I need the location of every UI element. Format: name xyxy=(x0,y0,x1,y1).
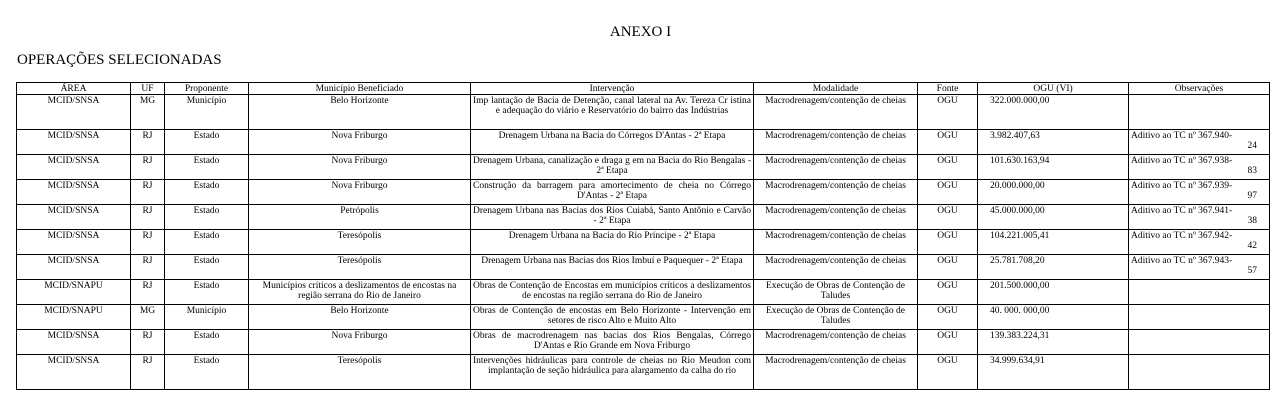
cell-ogu: 139.383.224,31 xyxy=(978,330,1129,355)
cell-intervencao: Drenagem Urbana na Bacia do Córregos D'Antas - 2ª Etapa xyxy=(471,130,754,155)
cell-fonte: OGU xyxy=(918,155,978,180)
table-row xyxy=(17,130,1270,155)
observacao-continuation: 38 xyxy=(1247,216,1257,226)
cell-uf: MG xyxy=(131,95,165,130)
table-row xyxy=(17,155,1270,180)
cell-intervencao: Drenagem Urbana, canalização e draga g em na Bacia do Rio Bengalas - 2ª Etapa xyxy=(471,155,754,180)
cell-proponente: Estado xyxy=(165,205,249,230)
cell-intervencao: Obras de Contenção de encostas em Belo Horizonte - Intervenção em setores de risco Alto e Muito Alto xyxy=(471,305,754,330)
column-header-area: ÁREA xyxy=(17,83,131,95)
cell-modalidade: Macrodrenagem/contenção de cheias xyxy=(754,355,918,390)
cell-ogu: 34.999.634,91 xyxy=(978,355,1129,390)
table-row xyxy=(17,180,1270,205)
table-row xyxy=(17,280,1270,305)
table-header-row xyxy=(17,83,1270,95)
cell-proponente: Estado xyxy=(165,130,249,155)
cell-modalidade: Macrodrenagem/contenção de cheias xyxy=(754,330,918,355)
cell-fonte: OGU xyxy=(918,95,978,130)
cell-area: MCID/SNSA xyxy=(17,355,131,390)
cell-fonte: OGU xyxy=(918,130,978,155)
cell-intervencao: Construção da barragem para amortecimento de cheia no Córrego D'Antas - 2ª Etapa xyxy=(471,180,754,205)
column-header-intervencao: Intervenção xyxy=(471,83,754,95)
cell-proponente: Estado xyxy=(165,155,249,180)
observacao-text: Aditivo ao TC nº 367.939- xyxy=(1131,181,1233,191)
cell-uf: RJ xyxy=(131,230,165,255)
cell-intervencao: Obras de Contenção de Encostas em municípios críticos a deslizamentos de encostas na região serrana do Rio de Janeiro xyxy=(471,280,754,305)
cell-fonte: OGU xyxy=(918,230,978,255)
cell-modalidade: Macrodrenagem/contenção de cheias xyxy=(754,180,918,205)
cell-area: MCID/SNSA xyxy=(17,205,131,230)
cell-fonte: OGU xyxy=(918,280,978,305)
cell-modalidade: Macrodrenagem/contenção de cheias xyxy=(754,155,918,180)
cell-observacoes xyxy=(1129,130,1270,155)
column-header-municipio: Município Beneficiado xyxy=(249,83,471,95)
cell-proponente: Estado xyxy=(165,180,249,205)
cell-fonte: OGU xyxy=(918,205,978,230)
cell-modalidade: Execução de Obras de Contenção de Taludes xyxy=(754,305,918,330)
cell-proponente: Estado xyxy=(165,280,249,305)
observacao-text: Aditivo ao TC nº 367.941- xyxy=(1131,206,1233,216)
cell-intervencao: Intervenções hidráulicas para controle de cheias no Rio Meudon com implantação de seção hidráulica para alargamento da calha do rio xyxy=(471,355,754,390)
observacao-text: Aditivo ao TC nº 367.942- xyxy=(1131,231,1233,241)
cell-municipio: Teresópolis xyxy=(249,355,471,390)
cell-proponente: Estado xyxy=(165,330,249,355)
column-header-ogu: OGU (VI) xyxy=(978,83,1129,95)
cell-modalidade: Macrodrenagem/contenção de cheias xyxy=(754,130,918,155)
cell-municipio: Municípios críticos a deslizamentos de encostas na região serrana do Rio de Janeiro xyxy=(249,280,471,305)
cell-ogu: 322.000.000,00 xyxy=(978,95,1129,130)
cell-area: MCID/SNSA xyxy=(17,155,131,180)
cell-uf: RJ xyxy=(131,180,165,205)
column-header-fonte: Fonte xyxy=(918,83,978,95)
cell-fonte: OGU xyxy=(918,330,978,355)
cell-ogu: 104.221.005,41 xyxy=(978,230,1129,255)
cell-fonte: OGU xyxy=(918,305,978,330)
operations-table xyxy=(16,82,1270,390)
cell-uf: RJ xyxy=(131,355,165,390)
cell-municipio: Petrópolis xyxy=(249,205,471,230)
table-row xyxy=(17,330,1270,355)
table-row xyxy=(17,355,1270,390)
cell-modalidade: Macrodrenagem/contenção de cheias xyxy=(754,255,918,280)
cell-uf: RJ xyxy=(131,130,165,155)
cell-intervencao: Drenagem Urbana na Bacia do Rio Príncipe - 2ª Etapa xyxy=(471,230,754,255)
cell-ogu: 3.982.407,63 xyxy=(978,130,1129,155)
column-header-proponente: Proponente xyxy=(165,83,249,95)
annex-title: ANEXO I xyxy=(609,24,672,40)
cell-observacoes xyxy=(1129,180,1270,205)
cell-observacoes xyxy=(1129,95,1270,130)
cell-ogu: 40. 000. 000,00 xyxy=(978,305,1129,330)
cell-intervencao: Imp lantação de Bacia de Detenção, canal lateral na Av. Tereza Cr istina e adequação do viário e Reservatório do bairro das Indústrias xyxy=(471,95,754,130)
observacao-text: Aditivo ao TC nº 367.938- xyxy=(1131,156,1233,166)
cell-ogu: 45.000.000,00 xyxy=(978,205,1129,230)
cell-uf: MG xyxy=(131,305,165,330)
cell-proponente: Município xyxy=(165,95,249,130)
table-row xyxy=(17,255,1270,280)
column-header-modalidade: Modalidade xyxy=(754,83,918,95)
cell-area: MCID/SNAPU xyxy=(17,305,131,330)
cell-uf: RJ xyxy=(131,205,165,230)
cell-proponente: Estado xyxy=(165,255,249,280)
cell-area: MCID/SNSA xyxy=(17,330,131,355)
cell-modalidade: Macrodrenagem/contenção de cheias xyxy=(754,205,918,230)
cell-municipio: Belo Horizonte xyxy=(249,95,471,130)
observacao-text: Aditivo ao TC nº 367.940- xyxy=(1131,131,1233,141)
cell-intervencao: Drenagem Urbana nas Bacias dos Rios Cuiabá, Santo Antônio e Carvão - 2ª Etapa xyxy=(471,205,754,230)
observacao-continuation: 42 xyxy=(1247,241,1257,251)
cell-uf: RJ xyxy=(131,280,165,305)
cell-observacoes xyxy=(1129,230,1270,255)
cell-ogu: 201.500.000,00 xyxy=(978,280,1129,305)
table-row xyxy=(17,305,1270,330)
cell-proponente: Estado xyxy=(165,230,249,255)
cell-area: MCID/SNSA xyxy=(17,230,131,255)
cell-observacoes xyxy=(1129,255,1270,280)
cell-observacoes xyxy=(1129,155,1270,180)
cell-proponente: Estado xyxy=(165,355,249,390)
observacao-continuation: 83 xyxy=(1247,166,1257,176)
cell-observacoes xyxy=(1129,355,1270,390)
cell-intervencao: Obras de macrodrenagem nas bacias dos Rios Bengalas, Córrego D'Antas e Rio Grande em Nova Friburgo xyxy=(471,330,754,355)
table-row xyxy=(17,205,1270,230)
cell-municipio: Nova Friburgo xyxy=(249,155,471,180)
cell-uf: RJ xyxy=(131,155,165,180)
cell-uf: RJ xyxy=(131,330,165,355)
cell-observacoes xyxy=(1129,305,1270,330)
cell-municipio: Teresópolis xyxy=(249,255,471,280)
cell-observacoes xyxy=(1129,330,1270,355)
observacao-continuation: 57 xyxy=(1247,266,1257,276)
cell-intervencao: Drenagem Urbana nas Bacias dos Rios Imbuí e Paquequer - 2ª Etapa xyxy=(471,255,754,280)
table-row xyxy=(17,95,1270,130)
cell-modalidade: Macrodrenagem/contenção de cheias xyxy=(754,230,918,255)
cell-area: MCID/SNSA xyxy=(17,130,131,155)
cell-observacoes xyxy=(1129,205,1270,230)
observacao-text: Aditivo ao TC nº 367.943- xyxy=(1131,256,1233,266)
observacao-continuation: 24 xyxy=(1247,141,1257,151)
cell-municipio: Belo Horizonte xyxy=(249,305,471,330)
cell-ogu: 101.630.163,94 xyxy=(978,155,1129,180)
observacao-continuation: 97 xyxy=(1247,191,1257,201)
cell-area: MCID/SNSA xyxy=(17,180,131,205)
cell-area: MCID/SNSA xyxy=(17,95,131,130)
cell-proponente: Município xyxy=(165,305,249,330)
cell-municipio: Nova Friburgo xyxy=(249,330,471,355)
cell-municipio: Nova Friburgo xyxy=(249,130,471,155)
cell-modalidade: Execução de Obras de Contenção de Taludes xyxy=(754,280,918,305)
table-row xyxy=(17,230,1270,255)
cell-municipio: Nova Friburgo xyxy=(249,180,471,205)
cell-ogu: 25.781.708,20 xyxy=(978,255,1129,280)
cell-modalidade: Macrodrenagem/contenção de cheias xyxy=(754,95,918,130)
cell-fonte: OGU xyxy=(918,355,978,390)
column-header-uf: UF xyxy=(131,83,165,95)
cell-fonte: OGU xyxy=(918,255,978,280)
cell-fonte: OGU xyxy=(918,180,978,205)
cell-area: MCID/SNSA xyxy=(17,255,131,280)
cell-municipio: Teresópolis xyxy=(249,230,471,255)
section-title: OPERAÇÕES SELECIONADAS xyxy=(17,52,222,68)
cell-area: MCID/SNAPU xyxy=(17,280,131,305)
cell-uf: RJ xyxy=(131,255,165,280)
column-header-observacoes: Observações xyxy=(1129,83,1270,95)
cell-ogu: 20.000.000,00 xyxy=(978,180,1129,205)
cell-observacoes xyxy=(1129,280,1270,305)
